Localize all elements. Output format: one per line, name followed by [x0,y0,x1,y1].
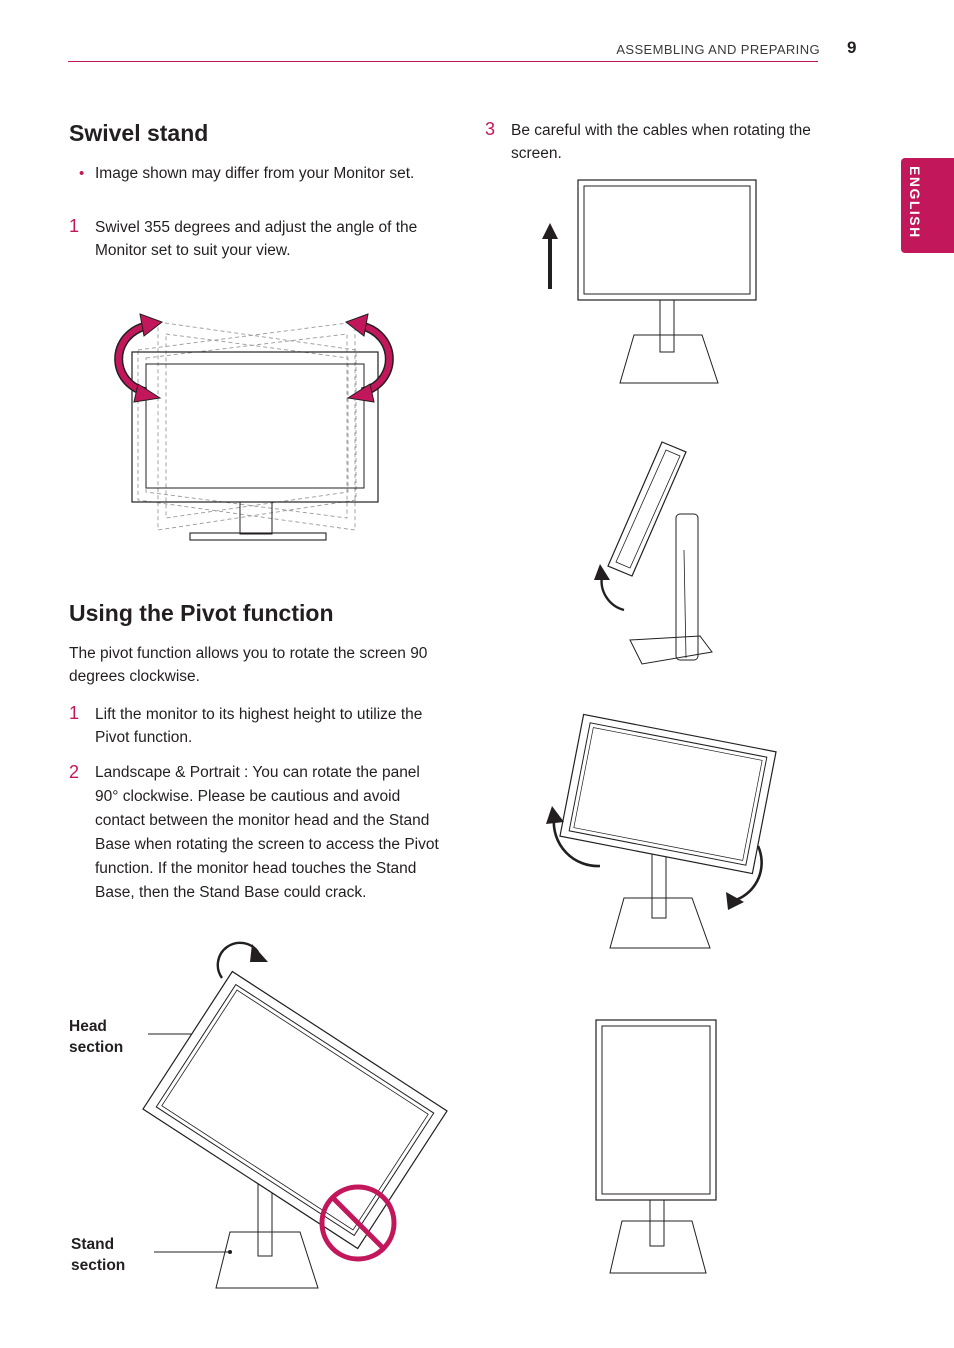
swivel-step-1-text: Swivel 355 degrees and adjust the angle of the Monitor set to suit your view. [95,219,418,259]
language-tab [901,158,954,253]
swivel-step-1 [69,216,450,262]
swivel-illustration [100,300,420,550]
rotating-monitor-illustration [540,712,780,957]
pivot-title: Using the Pivot function [69,600,334,626]
swivel-title: Swivel stand [69,120,209,146]
section-label: ASSEMBLING AND PREPARING [616,42,820,57]
pivot-step-2-text: Landscape & Portrait : You can rotate the panel 90° clockwise. Please be cautious and avoid contact between the monitor head and the Stand Base when rotating the screen to access the Pivot function. If the monitor head touches the Stand Base, then the Stand Base could crack. [95,764,439,901]
stand-section-label: Stand section [71,1236,126,1274]
pivot-step-3 [485,119,846,165]
head-section-label: Head section [69,1018,124,1056]
header-rule [68,61,818,62]
pivot-warning-illustration [140,940,460,1290]
swivel-bullet [79,162,425,185]
portrait-monitor-illustration [590,1015,730,1280]
pivot-step-1 [69,703,440,749]
page-number: 9 [847,38,857,57]
pivot-intro: The pivot function allows you to rotate the screen 90 degrees clockwise. [69,645,428,685]
pivot-step-1-text: Lift the monitor to its highest height to utilize the Pivot function. [95,706,423,746]
step-number: 1 [69,703,80,723]
side-view-illustration [580,440,730,670]
pivot-step-2 [69,761,447,905]
step-number: 2 [69,762,80,782]
language-tab-label: ENGLISH [907,166,923,239]
pivot-step-3-text: Be careful with the cables when rotating the screen. [511,122,811,162]
step-number: 1 [69,216,80,236]
step-number: 3 [485,119,496,139]
bullet-icon: • [79,165,85,182]
swivel-bullet-text: Image shown may differ from your Monitor set. [95,165,415,182]
raised-monitor-illustration [540,175,770,390]
